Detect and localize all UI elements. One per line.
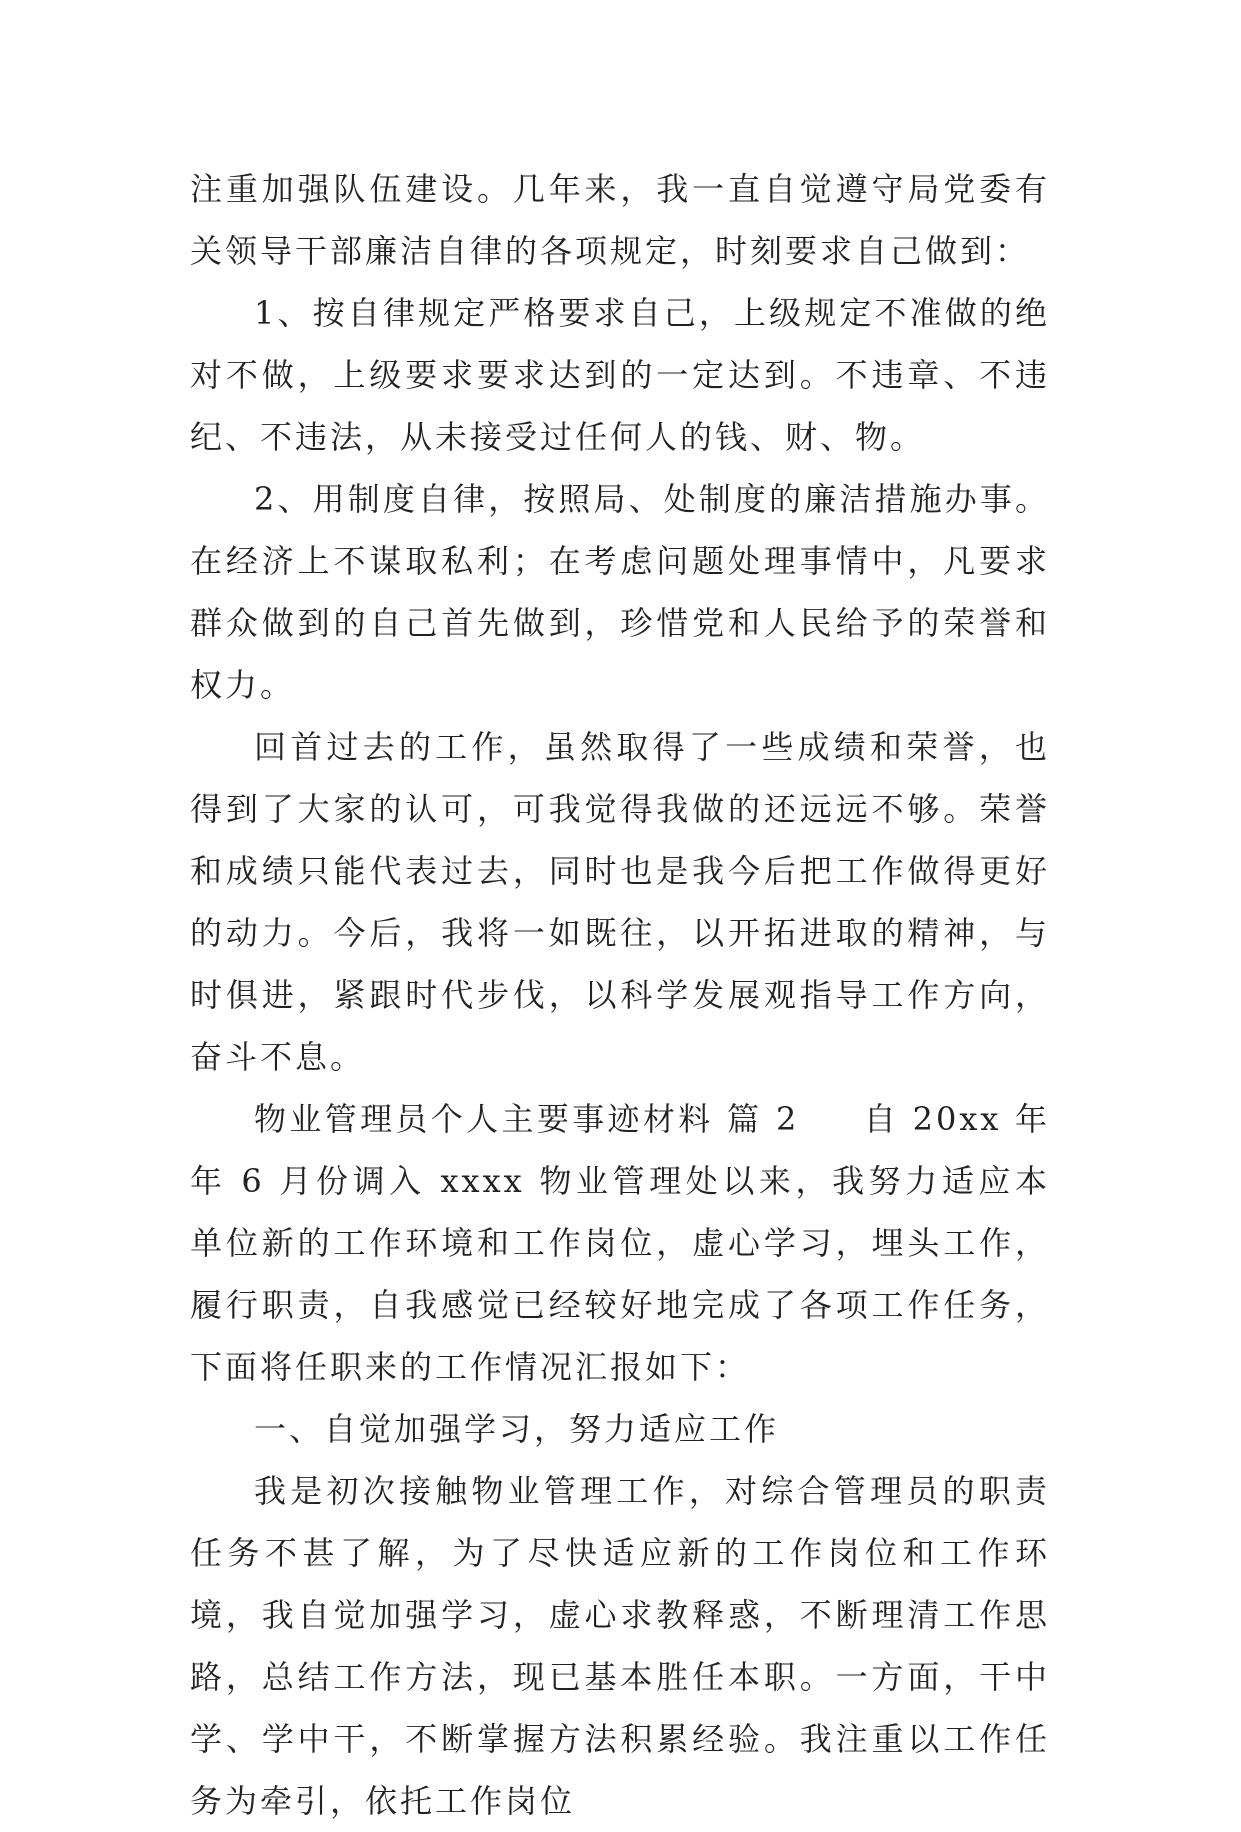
section-title: 物业管理员个人主要事迹材料 篇 2 bbox=[254, 1100, 800, 1138]
paragraph-5 bbox=[190, 1088, 1050, 1398]
paragraph-5-text: 自 20xx 年年 6 月份调入 xxxx 物业管理处以来，我努力适应本单位新的工作环境和工作岗位，虚心学习，埋头工作，履行职责，自我感觉已经较好地完成了各项工作任务，下面将任职来的工作情况汇报如下： bbox=[190, 1100, 1050, 1386]
paragraph-2: 1、按自律规定严格要求自己，上级规定不准做的绝对不做，上级要求要求达到的一定达到。不违章、不违纪、不违法，从未接受过任何人的钱、财、物。 bbox=[190, 294, 1050, 456]
paragraph-1: 注重加强队伍建设。几年来，我一直自觉遵守局党委有关领导干部廉洁自律的各项规定，时刻要求自己做到： bbox=[190, 170, 1050, 270]
section-heading: 一、自觉加强学习，努力适应工作 bbox=[254, 1410, 780, 1448]
paragraph-7: 我是初次接触物业管理工作，对综合管理员的职责任务不甚了解，为了尽快适应新的工作岗位和工作环境，我自觉加强学习，虚心求教释惑，不断理清工作思路，总结工作方法，现已基本胜任本职。一方面，干中学、学中干，不断掌握方法积累经验。我注重以工作任务为牵引，依托工作岗位 bbox=[190, 1472, 1050, 1820]
paragraph-3: 2、用制度自律，按照局、处制度的廉洁措施办事。在经济上不谋取私利；在考虑问题处理事情中，凡要求群众做到的自己首先做到，珍惜党和人民给予的荣誉和权力。 bbox=[190, 480, 1050, 704]
paragraph-4: 回首过去的工作，虽然取得了一些成绩和荣誉，也得到了大家的认可，可我觉得我做的还远远不够。荣誉和成绩只能代表过去，同时也是我今后把工作做得更好的动力。今后，我将一如既往，以开拓进取的精神，与时俱进，紧跟时代步伐，以科学发展观指导工作方向，奋斗不息。 bbox=[190, 728, 1050, 1076]
document-body bbox=[190, 158, 1050, 1832]
